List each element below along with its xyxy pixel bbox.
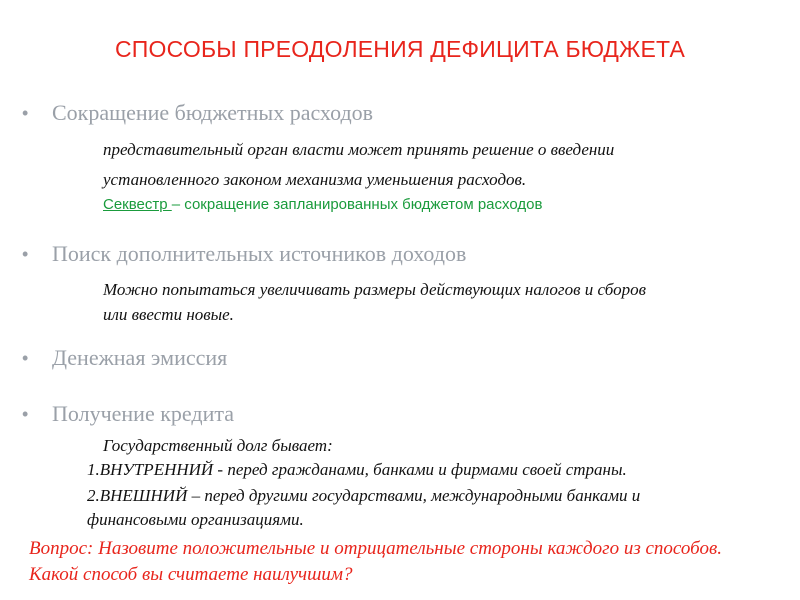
sequester-text: – сокращение запланированных бюджетом расходов bbox=[171, 196, 543, 213]
bullet-cut-spending bbox=[22, 100, 373, 126]
bullet-label: Сокращение бюджетных расходов bbox=[52, 100, 374, 125]
income-text-line2: или ввести новые. bbox=[103, 305, 234, 324]
income-text-line1: Можно попытаться увеличивать размеры действующих налогов и сборов bbox=[103, 280, 646, 299]
bullet-label: Получение кредита bbox=[52, 401, 234, 426]
bullet-marker: • bbox=[22, 404, 29, 424]
cut-text-line1: представительный орган власти может принять решение о введении bbox=[103, 140, 615, 159]
bullet-marker: • bbox=[22, 348, 29, 368]
bullet-new-income bbox=[22, 241, 466, 267]
bullet-credit bbox=[22, 401, 234, 427]
debt-intro: Государственный долг бывает: bbox=[103, 436, 333, 455]
bullet-label: Денежная эмиссия bbox=[52, 345, 228, 370]
debt-item-external-cont: финансовыми организациями. bbox=[87, 510, 304, 529]
debt-item-external: 2.ВНЕШНИЙ – перед другими государствами, международными банками и bbox=[87, 486, 641, 505]
bullet-emission bbox=[22, 345, 227, 371]
cut-text-line2: установленного законом механизма уменьшения расходов. bbox=[103, 170, 527, 189]
slide-title: СПОСОБЫ ПРЕОДОЛЕНИЯ ДЕФИЦИТА БЮДЖЕТА bbox=[114, 36, 686, 62]
discussion-question: Вопрос: Назовите положительные и отрицательные стороны каждого из способов. Какой способ вы считаете наилучшим? bbox=[29, 538, 722, 585]
debt-item-internal: 1.ВНУТРЕННИЙ - перед гражданами, банками и фирмами своей страны. bbox=[87, 460, 627, 479]
bullet-marker: • bbox=[22, 103, 29, 123]
sequester-definition bbox=[103, 196, 542, 213]
sequester-term: Секвестр bbox=[103, 196, 172, 213]
bullet-label: Поиск дополнительных источников доходов bbox=[52, 241, 467, 266]
bullet-marker: • bbox=[22, 244, 29, 264]
